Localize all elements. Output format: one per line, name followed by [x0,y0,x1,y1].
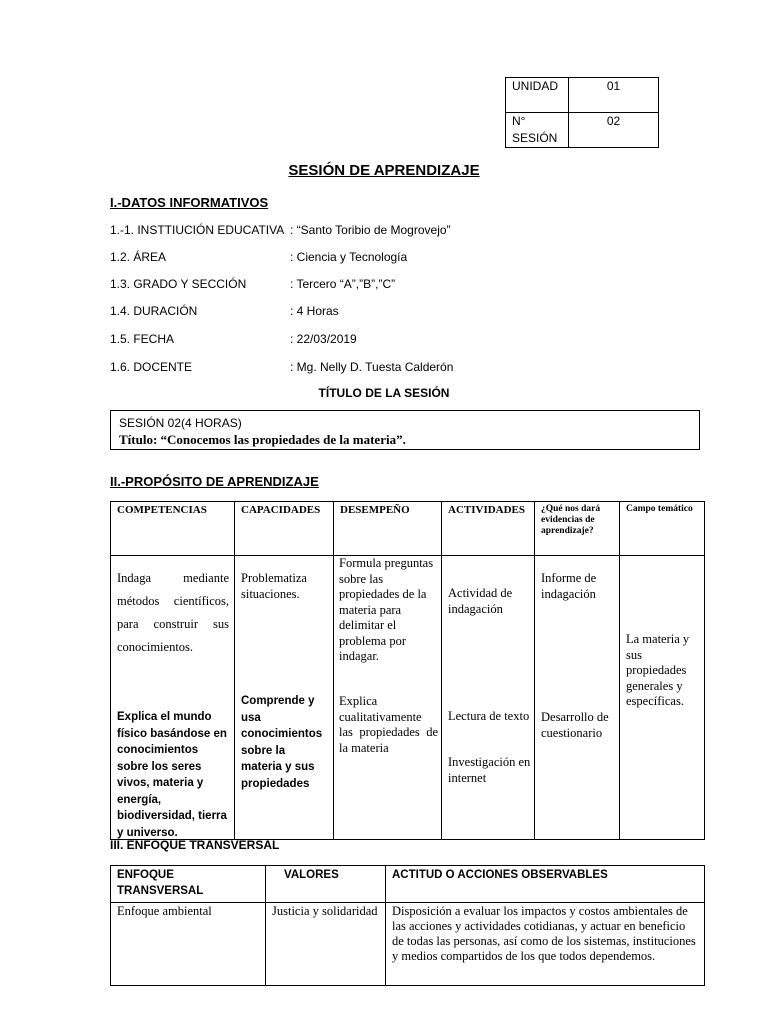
header-competencias: COMPETENCIAS [111,502,235,556]
datos-label-duracion: 1.4. DURACIÓN [110,304,198,318]
cell-capacidades [235,556,334,840]
cell-evidencias [535,556,620,840]
session-heading: TÍTULO DE LA SESIÓN [318,386,450,400]
unidad-value: 01 [569,78,659,113]
desempeno-1: Formula preguntas sobre las propiedades de la materia para delimitar el problema por indagar. [339,556,434,663]
datos-value-fecha: : 22/03/2019 [290,332,357,346]
evidencia-1: Informe de indagación [541,571,597,601]
session-title: Título: “Conocemos las propiedades de la materia”. [119,432,406,447]
page-title: SESIÓN DE APRENDIZAJE [288,162,480,179]
unidad-label: UNIDAD [506,78,569,113]
datos-value-institucion: : “Santo Toribio de Mogrovejo” [290,223,451,237]
datos-value-duracion: : 4 Horas [290,304,339,318]
datos-heading: I.-DATOS INFORMATIVOS [110,195,269,210]
datos-value-docente: : Mg. Nelly D. Tuesta Calderón [290,360,454,374]
header-actitud: ACTITUD O ACCIONES OBSERVABLES [386,866,705,903]
datos-label-grado: 1.3. GRADO Y SECCIÓN [110,277,247,291]
datos-label-docente: 1.6. DOCENTE [110,360,193,374]
sesion-label: N° SESIÓN [506,113,569,148]
header-valores: VALORES [266,866,386,903]
datos-value-area: : Ciencia y Tecnología [290,250,408,264]
session-line-1: SESIÓN 02(4 HORAS) [119,416,242,430]
datos-label-fecha: 1.5. FECHA [110,332,175,346]
valores-value: Justicia y solidaridad [266,903,386,986]
proposito-table [110,501,705,840]
proposito-heading: II.-PROPÓSITO DE APRENDIZAJE [110,474,319,489]
datos-label-institucion: 1.-1. INSTTIUCIÓN EDUCATIVA [110,223,285,237]
header-capacidades: CAPACIDADES [235,502,334,556]
header-actividades: ACTIVIDADES [442,502,535,556]
cell-desempeno [334,556,442,840]
header-evidencias: ¿Qué nos dará evidencias de aprendizaje? [535,502,620,556]
cell-campo [620,556,705,840]
unit-box [505,77,659,148]
competencia-1: Indaga mediante métodos científicos, para construir sus conocimientos. [117,571,229,654]
cell-competencias [111,556,235,840]
actividad-2: Lectura de texto [448,709,530,723]
actividad-3: Investigación en internet [448,755,531,785]
desempeno-2: Explica cualitativamente las propiedades de la materia [339,694,438,755]
header-desempeno: DESEMPEÑO [334,502,442,556]
campo-tematico: La materia y sus propiedades generales y específicas. [626,632,690,708]
enfoque-table [110,865,705,986]
session-box [110,410,700,450]
capacidad-2: Comprende y usa conocimientos sobre la materia y sus propiedades [241,695,323,790]
enfoque-value: Enfoque ambiental [111,903,266,986]
datos-value-grado: : Tercero “A”,”B”,”C” [290,277,396,291]
datos-label-area: 1.2. ÁREA [110,250,167,264]
actitud-value: Disposición a evaluar los impactos y costos ambientales de las acciones y actividades cotidianas, y actuar en beneficio de todas las personas, así como de los sistemas, instituciones y medios compartidos de los que todos dependemos. [386,903,705,986]
enfoque-heading: III. ENFOQUE TRANSVERSAL [110,838,280,852]
competencia-2: Explica el mundo físico basándose en conocimientos sobre los seres vivos, materia y energía, biodiversidad, tierra y universo. [117,711,227,839]
header-campo: Campo temático [620,502,705,556]
cell-actividades [442,556,535,840]
actividad-1: Actividad de indagación [448,586,513,616]
capacidad-1: Problematiza situaciones. [241,571,307,601]
sesion-value: 02 [569,113,659,148]
header-enfoque: ENFOQUE TRANSVERSAL [111,866,266,903]
evidencia-2: Desarrollo de cuestionario [541,710,609,740]
